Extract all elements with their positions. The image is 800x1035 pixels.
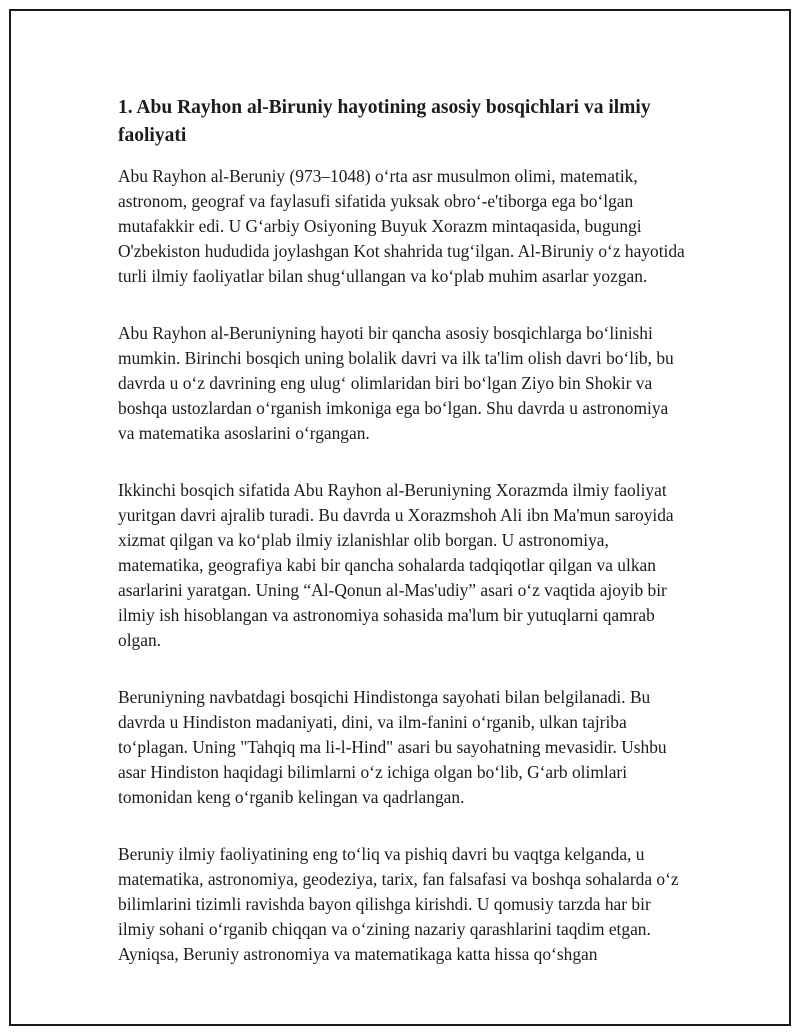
paragraph-2: Abu Rayhon al-Beruniyning hayoti bir qancha asosiy bosqichlarga boʻlinishi mumkin. Birinchi bosqich uning bolalik davri va ilk ta'lim olish davri boʻlib, bu davrda u oʻz davrining eng ulugʻ olimlaridan biri boʻlgan Ziyo bin Shokir va boshqa ustozlardan oʻrganish imkoniga ega boʻlgan. Shu davrda u astronomiya va matematika asoslarini oʻrgangan. [118, 323, 674, 443]
paragraph-5: Beruniy ilmiy faoliyatining eng toʻliq va pishiq davri bu vaqtga kelganda, u matematika, astronomiya, geodeziya, tarix, fan falsafasi va boshqa sohalarda oʻz bilimlarini tizimli ravishda bayon qilishga kirishdi. U qomusiy tarzda har bir ilmiy sohani oʻrganib chiqqan va oʻzining nazariy qarashlarini taqdim etgan. Ayniqsa, Beruniy astronomiya va matematikaga katta hissa qoʻshgan [118, 844, 679, 964]
section-title: 1. Abu Rayhon al-Biruniy hayotining asosiy bosqichlari va ilmiy faoliyati [118, 97, 651, 146]
paragraph-1: Abu Rayhon al-Beruniy (973–1048) oʻrta asr musulmon olimi, matematik, astronom, geograf va faylasufi sifatida yuksak obroʻ-e'tiborga ega boʻlgan mutafakkir edi. U Gʻarbiy Osiyoning Buyuk Xorazm mintaqasida, bugungi O'zbekiston hududida joylashgan Kot shahrida tugʻilgan. Al-Biruniy oʻz hayotida turli ilmiy faoliyatlar bilan shugʻullangan va koʻplab muhim asarlar yozgan. [118, 166, 685, 286]
paragraph-3: Ikkinchi bosqich sifatida Abu Rayhon al-Beruniyning Xorazmda ilmiy faoliyat yuritgan davri ajralib turadi. Bu davrda u Xorazmshoh Ali ibn Ma'mun saroyida xizmat qilgan va koʻplab ilmiy izlanishlar olib borgan. U astronomiya, matematika, geografiya kabi bir qancha sohalarda tadqiqotlar qilgan va ulkan asarlarini yaratgan. Uning “Al-Qonun al-Mas'udiy” asari oʻz vaqtida ajoyib bir ilmiy ish hisoblangan va astronomiya sohasida ma'lum bir yutuqlarni qamrab olgan. [118, 480, 674, 650]
paragraph-4: Beruniyning navbatdagi bosqichi Hindistonga sayohati bilan belgilanadi. Bu davrda u Hindiston madaniyati, dini, va ilm-fanini oʻrganib, ulkan tajriba toʻplagan. Uning "Tahqiq ma li-l-Hind" asari bu sayohatning mevasidir. Ushbu asar Hindiston haqidagi bilimlarni oʻz ichiga olgan boʻlib, Gʻarb olimlari tomonidan keng oʻrganib kelingan va qadrlangan. [118, 687, 667, 807]
document-body [118, 94, 688, 999]
